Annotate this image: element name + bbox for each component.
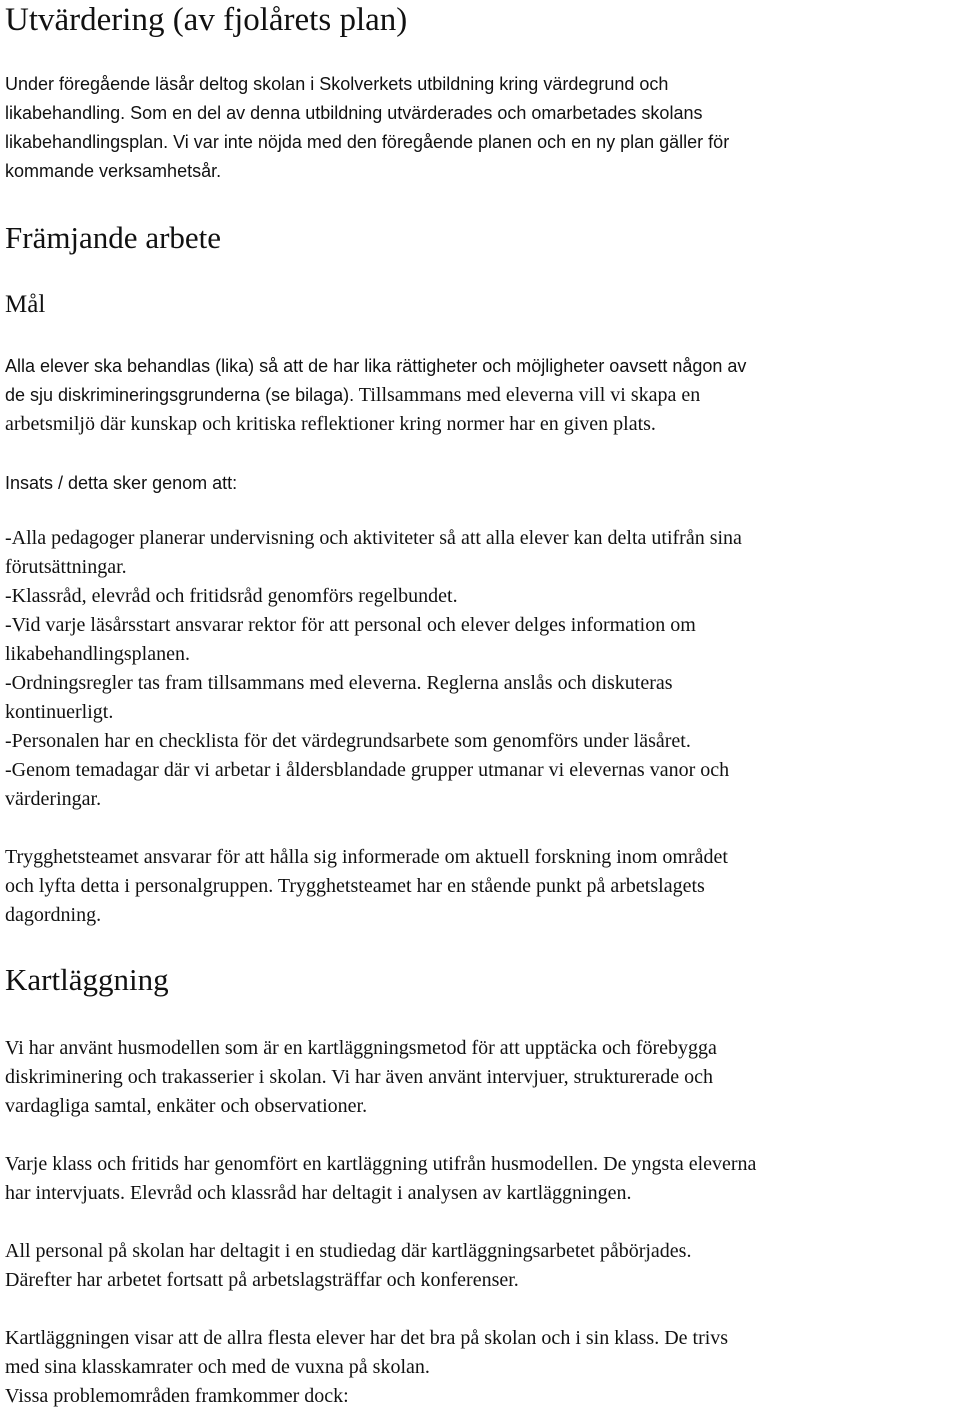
mapping-paragraph-4-line-1: Kartläggningen visar att de allra flesta elever har det bra på skolan och i sin klass. De trivs [5,1327,729,1349]
goal-paragraph [5,352,956,439]
safety-team-line-2: och lyfta detta i personalgruppen. Trygghetsteamet har en stående punkt på arbetslagets [5,875,705,897]
mapping-paragraph-1-line-1: Vi har använt husmodellen som är en kartläggningsmetod för att upptäcka och förebygga [5,1037,717,1059]
safety-team-line-1: Trygghetsteamet ansvarar för att hålla sig informerade om aktuell forskning inom området [5,846,728,868]
evaluation-heading: Utvärdering (av fjolårets plan) [5,2,408,38]
mapping-paragraph-3-line-1: All personal på skolan har deltagit i en studiedag där kartläggningsarbetet påbörjades. [5,1240,692,1262]
effort-item-3-line-2: likabehandlingsplanen. [5,643,190,665]
mapping-paragraph-1-line-3: vardagliga samtal, enkäter och observationer. [5,1095,368,1117]
goal-line-3: arbetsmiljö där kunskap och kritiska reflektioner kring normer har en given plats. [5,413,656,435]
effort-item-6-line-1: -Genom temadagar där vi arbetar i åldersblandade grupper utmanar vi elevernas vanor och [5,759,730,781]
effort-item-4-line-1: -Ordningsregler tas fram tillsammans med eleverna. Reglerna anslås och diskuteras [5,672,673,694]
mapping-paragraph-4-line-2: med sina klasskamrater och med de vuxna på skolan. [5,1356,430,1378]
mapping-paragraph-4-line-3: Vissa problemområden framkommer dock: [5,1385,349,1407]
evaluation-line-2: likabehandling. Som en del av denna utbildning utvärderades och omarbetades skolans [5,103,703,123]
mapping-paragraph-1-line-2: diskriminering och trakasserier i skolan. Vi har även använt intervjuer, strukturerade och [5,1066,713,1088]
effort-item-6-line-2: värderingar. [5,788,102,810]
safety-team-paragraph [5,843,956,930]
evaluation-line-3: likabehandlingsplan. Vi var inte nöjda med den föregående planen och en ny plan gäller för [5,132,730,152]
effort-item-2: -Klassråd, elevråd och fritidsråd genomförs regelbundet. [5,585,458,607]
effort-list [5,524,956,814]
effort-item-3-line-1: -Vid varje läsårsstart ansvarar rektor för att personal och elever delges information om [5,614,696,636]
mapping-paragraph-4 [5,1324,956,1411]
goal-line-1: Alla elever ska behandlas (lika) så att de har lika rättigheter och möjligheter oavsett någon av [5,356,747,376]
evaluation-line-4: kommande verksamhetsår. [5,161,222,181]
mapping-paragraph-2 [5,1150,956,1208]
mapping-paragraph-1 [5,1034,956,1121]
goal-line-2-end: Tillsammans med eleverna vill vi skapa en [354,384,701,406]
promoting-work-heading: Främjande arbete [5,220,222,255]
mapping-paragraph-2-line-1: Varje klass och fritids har genomfört en kartläggning utifrån husmodellen. De yngsta eleverna [5,1153,757,1175]
safety-team-line-3: dagordning. [5,904,102,926]
effort-item-4-line-2: kontinuerligt. [5,701,114,723]
goal-heading: Mål [5,291,46,318]
effort-item-5: -Personalen har en checklista för det värdegrundsarbete som genomförs under läsåret. [5,730,691,752]
evaluation-paragraph [5,70,956,186]
effort-item-1-line-1: -Alla pedagoger planerar undervisning och aktiviteter så att alla elever kan delta utifrån sina [5,527,742,549]
mapping-heading: Kartläggning [5,962,169,997]
goal-line-2 [5,381,956,410]
mapping-paragraph-3-line-2: Därefter har arbetet fortsatt på arbetslagsträffar och konferenser. [5,1269,519,1291]
effort-item-1-line-2: förutsättningar. [5,556,127,578]
mapping-paragraph-2-line-2: har intervjuats. Elevråd och klassråd har deltagit i analysen av kartläggningen. [5,1182,632,1204]
evaluation-line-1: Under föregående läsår deltog skolan i Skolverkets utbildning kring värdegrund och [5,74,669,94]
mapping-paragraph-3 [5,1237,956,1295]
effort-intro: Insats / detta sker genom att: [5,473,238,493]
goal-line-2-start: de sju diskrimineringsgrunderna (se bilaga). [5,385,355,405]
